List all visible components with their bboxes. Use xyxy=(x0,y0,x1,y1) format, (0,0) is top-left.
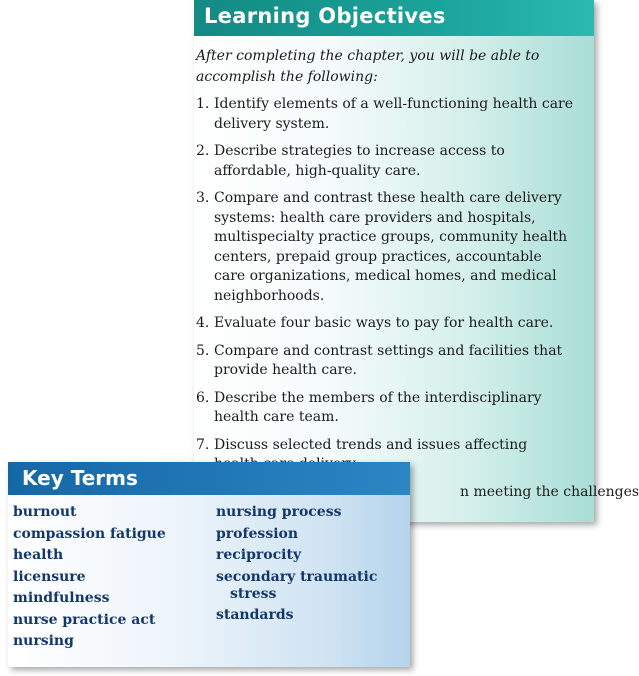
objective-text: Evaluate four basic ways to pay for health care. xyxy=(214,315,554,331)
key-term: nursing process xyxy=(216,504,342,520)
objective-item xyxy=(194,142,574,181)
objective-number: 1. xyxy=(196,96,210,112)
key-term: nurse practice act xyxy=(13,611,156,628)
objective-text: Identify elements of a well-functioning health care delivery system. xyxy=(214,96,574,132)
learning-objectives-title: Learning Objectives xyxy=(204,4,446,28)
objective-item xyxy=(194,389,574,428)
objective-number: 3. xyxy=(196,190,210,206)
key-terms-panel xyxy=(8,462,410,667)
objective-number: 2. xyxy=(196,143,210,159)
objective-text: Describe the members of the interdisciplinary health care team. xyxy=(214,389,542,425)
objective-item xyxy=(194,95,574,134)
learning-objectives-panel xyxy=(194,0,639,522)
objective-text: Compare and contrast these health care delivery systems: health care providers and hospitals, multispecialty practice groups, community health centers, prepaid group practices, accountable care organizations, medical homes, and medical neighborhoods. xyxy=(214,190,568,304)
key-term: nursing xyxy=(13,633,74,649)
objective-text: Compare and contrast settings and facilities that provide health care. xyxy=(214,342,563,378)
objective-number: 4. xyxy=(196,315,210,331)
key-term: burnout xyxy=(13,504,77,520)
objective-item xyxy=(194,342,574,381)
key-term: standards xyxy=(216,607,294,623)
learning-objectives-header xyxy=(194,0,594,36)
objective-text: n meeting the challenges xyxy=(460,483,639,500)
objective-number: 7. xyxy=(196,436,210,453)
key-term: licensure xyxy=(13,568,86,585)
objective-item xyxy=(194,314,574,334)
key-term: profession xyxy=(216,525,299,542)
key-terms-title: Key Terms xyxy=(22,466,138,490)
objective-text: Discuss selected trends and issues affecting xyxy=(214,436,528,453)
key-terms-header xyxy=(8,462,410,495)
objective-number: 6. xyxy=(196,389,210,406)
learning-objectives-intro: After completing the chapter, you will be able to accomplish the following: xyxy=(196,48,540,85)
key-terms-left-column xyxy=(13,504,213,655)
key-term: reciprocity xyxy=(216,547,302,563)
key-term: health xyxy=(13,547,64,563)
key-term-line: secondary traumatic xyxy=(216,568,378,585)
objective-number: 5. xyxy=(196,342,210,359)
objective-text: Describe strategies to increase access to affordable, high-quality care. xyxy=(214,143,505,179)
key-term: mindfulness xyxy=(13,590,110,606)
key-term-continuation: stress xyxy=(230,585,277,602)
key-term: compassion fatigue xyxy=(13,525,166,542)
key-term xyxy=(216,569,406,603)
learning-objectives-list xyxy=(194,95,639,510)
objective-item xyxy=(194,189,574,306)
key-terms-right-column xyxy=(216,504,406,629)
